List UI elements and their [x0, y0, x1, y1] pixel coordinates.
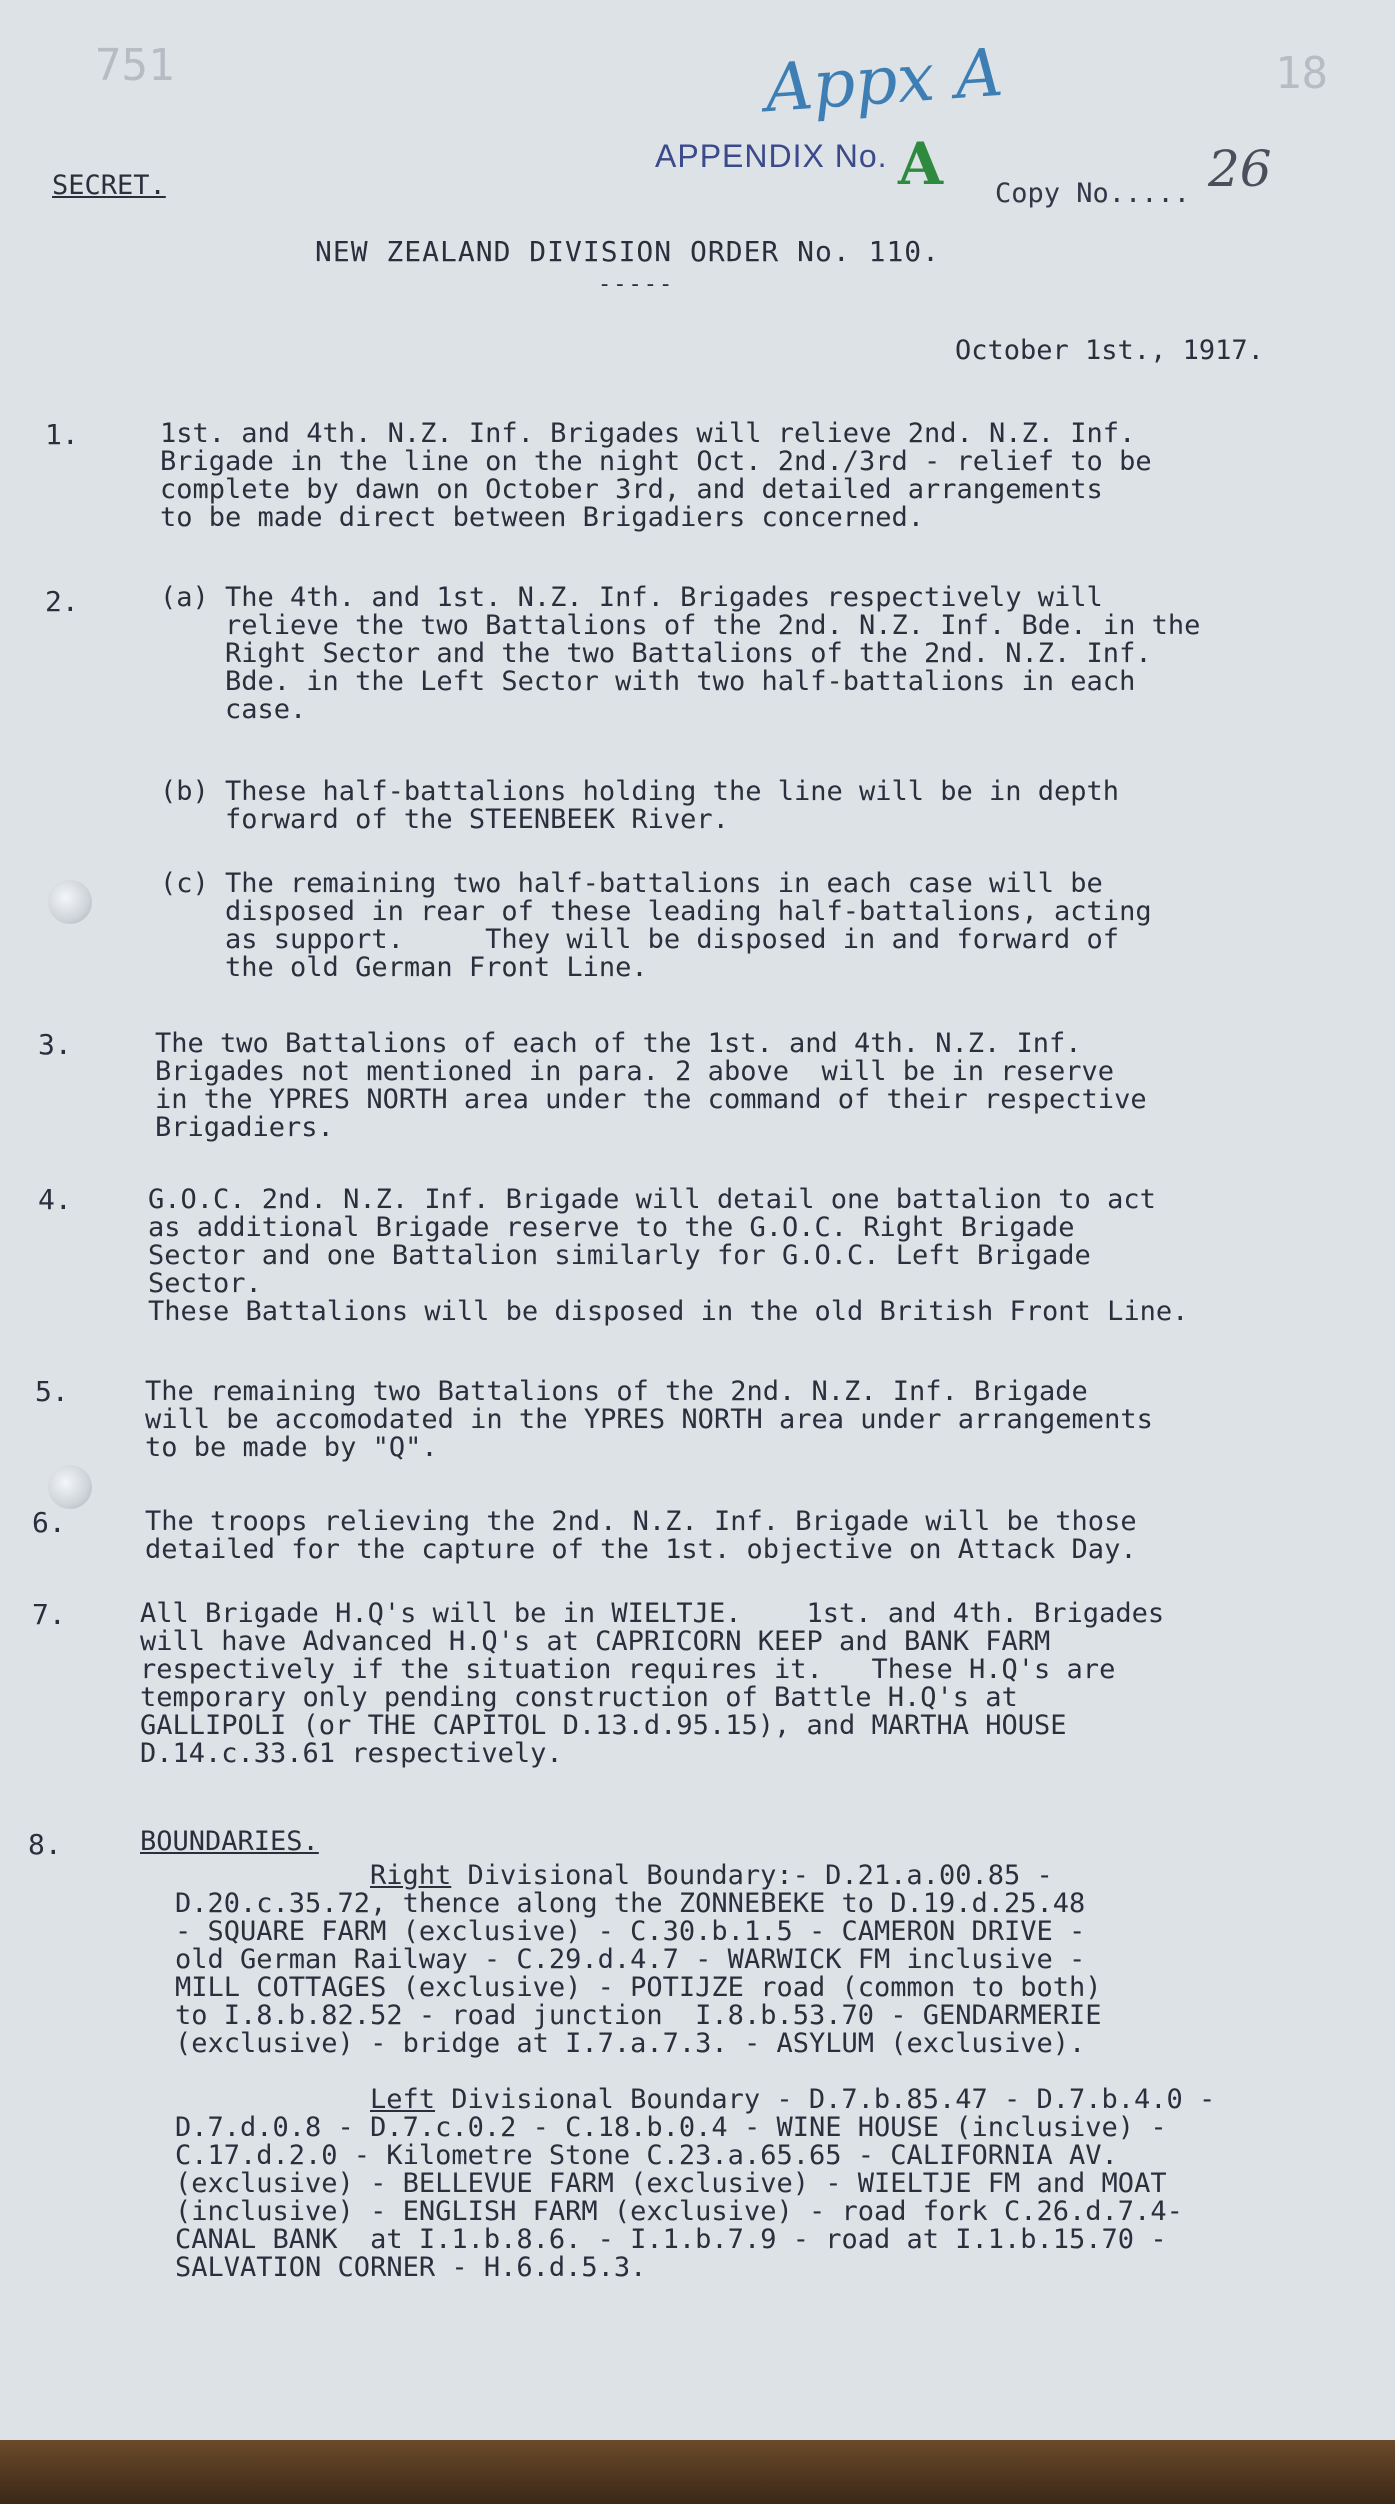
left-boundary-label: Left — [370, 2084, 436, 2115]
paragraph-text: The two Battalions of each of the 1st. and 4th. N.Z. Inf. Brigades not mentioned in para. 2 above will be in reserve in the YPRES NORTH area under the command of their respective Brigadiers. — [155, 1028, 1147, 1143]
left-boundary-block — [175, 2086, 1215, 2282]
handwritten-appx-annotation: Appx A — [762, 33, 1006, 128]
left-boundary-text: Divisional Boundary - D.7.b.85.47 - D.7.b.4.0 - D.7.d.0.8 - D.7.c.0.2 - C.18.b.0.4 - WINE HOUSE (inclusive) - C.17.d.2.0 - Kilometre Stone C.23.a.65.65 - CALIFORNIA AV. (exclusive) - BELLEVUE FARM (exclusive) - WIELTJE FM and MOAT (inclusive) - ENGLISH FARM (exclusive) - road fork C.26.d.7.4- CANAL BANK at I.1.b.8.6. - I.1.b.7.9 - road at I.1.b.15.70 - SALVATION CORNER - H.6.d.5.3. — [175, 2084, 1216, 2283]
paragraph-text: 1st. and 4th. N.Z. Inf. Brigades will relieve 2nd. N.Z. Inf. Brigade in the line on the night Oct. 2nd./3rd - relief to be complete by dawn on October 3rd, and detailed arrangements to be made direct between Brigadiers concerned. — [160, 418, 1152, 533]
copy-number-label: Copy No..... — [995, 178, 1191, 209]
pencil-archive-number: 751 — [95, 40, 175, 91]
paragraph-number: 7. — [32, 1598, 66, 1631]
right-boundary-block — [175, 1862, 1102, 2058]
order-title: NEW ZEALAND DIVISION ORDER No. 110. — [315, 235, 941, 268]
paragraph-text: The troops relieving the 2nd. N.Z. Inf. Brigade will be those detailed for the capture of the 1st. objective on Attack Day. — [145, 1506, 1137, 1565]
paragraph-subitem-b: (b) These half-battalions holding the line will be in depth forward of the STEENBEEK River. — [160, 776, 1120, 835]
paragraph-number: 3. — [38, 1028, 72, 1061]
punch-hole — [48, 1465, 92, 1509]
title-rule: ----- — [598, 272, 675, 297]
right-boundary-text: Divisional Boundary:- D.21.a.00.85 - D.20.c.35.72, thence along the ZONNEBEKE to D.19.d.25.48 - SQUARE FARM (exclusive) - C.30.b.1.5 - CAMERON DRIVE - old German Railway - C.29.d.4.7 - WARWICK FM inclusive - MILL COTTAGES (exclusive) - POTIJZE road (common to both) to I.8.b.82.52 - road junction I.8.b.53.70 - GENDARMERIE (exclusive) - bridge at I.7.a.7.3. - ASYLUM (exclusive). — [175, 1860, 1102, 2059]
secret-classification: SECRET. — [52, 170, 166, 201]
right-boundary-label: Right — [370, 1860, 452, 1891]
copy-number-handwritten: 26 — [1208, 140, 1272, 198]
paragraph-number: 1. — [45, 418, 79, 451]
paragraph-number: 6. — [32, 1506, 66, 1539]
paragraph-number: 8. — [28, 1828, 62, 1861]
paragraph-text: All Brigade H.Q's will be in WIELTJE. 1st. and 4th. Brigades will have Advanced H.Q's at CAPRICORN KEEP and BANK FARM respectively if the situation requires it. These H.Q's are temporary only pending construction of Battle H.Q's at GALLIPOLI (or THE CAPITOL D.13.d.95.15), and MARTHA HOUSE D.14.c.33.61 respectively. — [140, 1598, 1165, 1769]
order-date: October 1st., 1917. — [955, 335, 1264, 366]
paragraph-number: 2. — [45, 585, 79, 618]
paragraph-subitem-a: (a) The 4th. and 1st. N.Z. Inf. Brigades respectively will relieve the two Battalions of the 2nd. N.Z. Inf. Bde. in the Right Sector and the two Battalions of the 2nd. N.Z. Inf. Bde. in the Left Sector with two half-battalions in each case. — [160, 582, 1201, 725]
paragraph-text: G.O.C. 2nd. N.Z. Inf. Brigade will detail one battalion to act as additional Brigade reserve to the G.O.C. Right Brigade Sector and one Battalion similarly for G.O.C. Left Brigade Sector. These Battalions will be disposed in the old British Front Line. — [148, 1184, 1189, 1327]
paragraph-number: 4. — [38, 1183, 72, 1216]
paragraph-text: The remaining two Battalions of the 2nd. N.Z. Inf. Brigade will be accomodated in the YPRES NORTH area under arrangements to be made by "Q". — [145, 1376, 1153, 1463]
pencil-page-number: 18 — [1275, 48, 1328, 99]
paragraph-number: 5. — [35, 1375, 69, 1408]
punch-hole — [48, 880, 92, 924]
paragraph-subitem-c: (c) The remaining two half-battalions in each case will be disposed in rear of these leading half-battalions, acting as support. They will be disposed in and forward of the old German Front Line. — [160, 868, 1152, 983]
appendix-letter-stamp: A — [898, 130, 944, 198]
appendix-label: APPENDIX No. — [655, 138, 888, 174]
desk-surface — [0, 2440, 1395, 2504]
boundaries-heading: BOUNDARIES. — [140, 1826, 319, 1857]
